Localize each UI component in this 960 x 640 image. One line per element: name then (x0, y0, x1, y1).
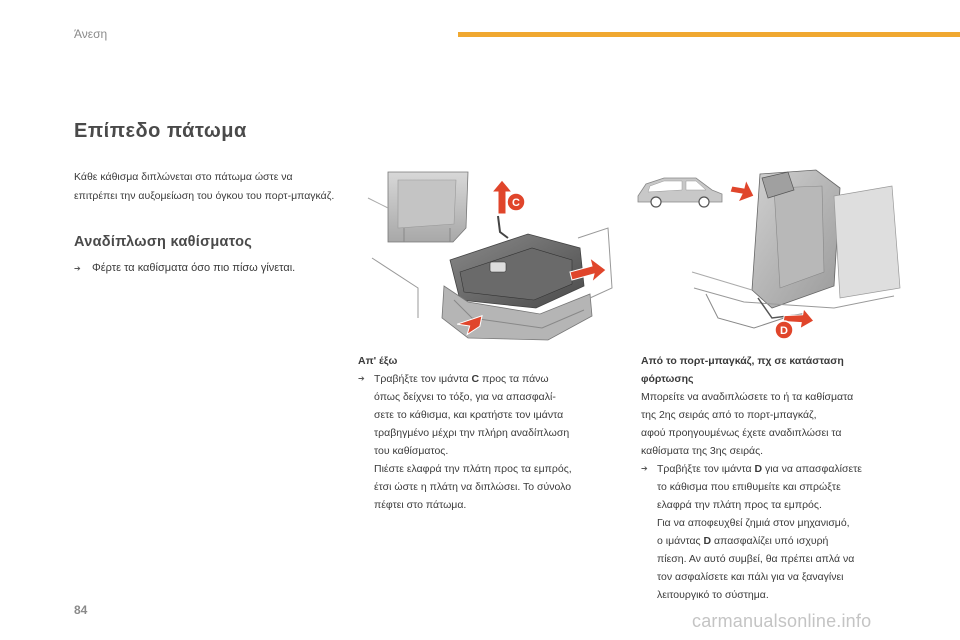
marker-d-label: D (780, 325, 788, 337)
from-boot-para: της 2ης σειράς από το πορτ-μπαγκάζ, (641, 409, 817, 421)
bullet-arrow-icon: ➔ (74, 264, 81, 273)
from-outside-line: τραβηγμένο μέχρι την πλήρη αναδίπλωση (374, 427, 570, 439)
watermark: carmanualsonline.info (692, 611, 872, 631)
seat-handle (490, 262, 506, 272)
from-boot-heading: Από το πορτ-μπαγκάζ, πχ σε κατάσταση (641, 355, 844, 367)
header-accent-bar (458, 32, 960, 37)
marker-c-label: C (512, 197, 520, 209)
from-boot-line: Για να αποφευχθεί ζημιά στον μηχανισμό, (657, 517, 850, 529)
from-outside-line: όπως δείχνει το τόξο, για να απασφαλί- (374, 391, 556, 403)
bullet-arrow-icon: ➔ (358, 374, 365, 383)
from-outside-line: πέφτει στο πάτωμα. (374, 499, 467, 511)
from-boot-section (641, 352, 911, 604)
from-boot-heading-cont: φόρτωσης (641, 373, 694, 385)
from-outside-line: Πιέστε ελαφρά την πλάτη προς τα εμπρός, (374, 463, 572, 475)
step-text-b: για να απασφαλίσετε (765, 463, 862, 475)
step-marker-d: D (754, 463, 763, 475)
bullet-arrow-icon: ➔ (641, 464, 648, 473)
from-boot-line: πίεση. Αν αυτό συμβεί, θα πρέπει απλά να (657, 553, 855, 565)
seat-fold-from-side-illustration (358, 168, 620, 344)
from-boot-para: καθίσματα της 3ης σειράς. (641, 445, 764, 457)
from-boot-line: ελαφρά την πλάτη προς τα εμπρός. (657, 499, 822, 511)
from-outside-line: σετε το κάθισμα, και κρατήστε τον ιμάντα (374, 409, 564, 421)
step-text-b: προς τα πάνω (482, 373, 549, 385)
from-boot-line: λειτουργικό το σύστημα. (657, 589, 769, 601)
intro-text (74, 168, 354, 206)
from-boot-para: Μπορείτε να αναδιπλώσετε το ή τα καθίσματα (641, 391, 854, 403)
line-d-text-b: απασφαλίζει υπό ισχυρή (714, 535, 829, 547)
from-boot-line: το κάθισμα που επιθυμείτε και σπρώξτε (657, 481, 841, 493)
folding-subtitle: Αναδίπλωση καθίσματος (74, 234, 253, 250)
page-title: Επίπεδο πάτωμα (74, 120, 247, 142)
intro-line-1: Κάθε κάθισμα διπλώνεται στο πάτωμα ώστε να (74, 171, 293, 183)
seat-fold-from-boot-illustration (634, 168, 904, 344)
page-number: 84 (74, 603, 88, 617)
from-boot-line: τον ασφαλίσετε και πάλι για να ξαναγίνει (657, 571, 844, 583)
from-outside-line: έτσι ώστε η πλάτη να διπλώσει. Το σύνολο (374, 481, 572, 493)
from-boot-line (641, 532, 911, 550)
from-boot-step (641, 460, 911, 478)
from-boot-para: αφού προηγουμένως έχετε αναδιπλώσει τα (641, 427, 842, 439)
from-outside-heading: Απ' έξω (358, 355, 398, 367)
intro-line-2: επιτρέπει την αυξομείωση του όγκου του πορτ-μπαγκάζ. (74, 190, 335, 202)
section-label: Άνεση (74, 27, 108, 41)
line-d-marker: D (703, 535, 712, 547)
step-text-a: Τραβήξτε τον ιμάντα (657, 463, 752, 475)
from-outside-line: του καθίσματος. (374, 445, 449, 457)
from-outside-step (358, 370, 620, 388)
folding-step-text: Φέρτε τα καθίσματα όσο πιο πίσω γίνεται. (92, 262, 296, 274)
step-marker-c: C (471, 373, 480, 385)
line-d-text-a: ο ιμάντας (657, 535, 701, 547)
folding-step (74, 262, 295, 274)
from-outside-section (358, 352, 620, 514)
step-text-a: Τραβήξτε τον ιμάντα (374, 373, 469, 385)
